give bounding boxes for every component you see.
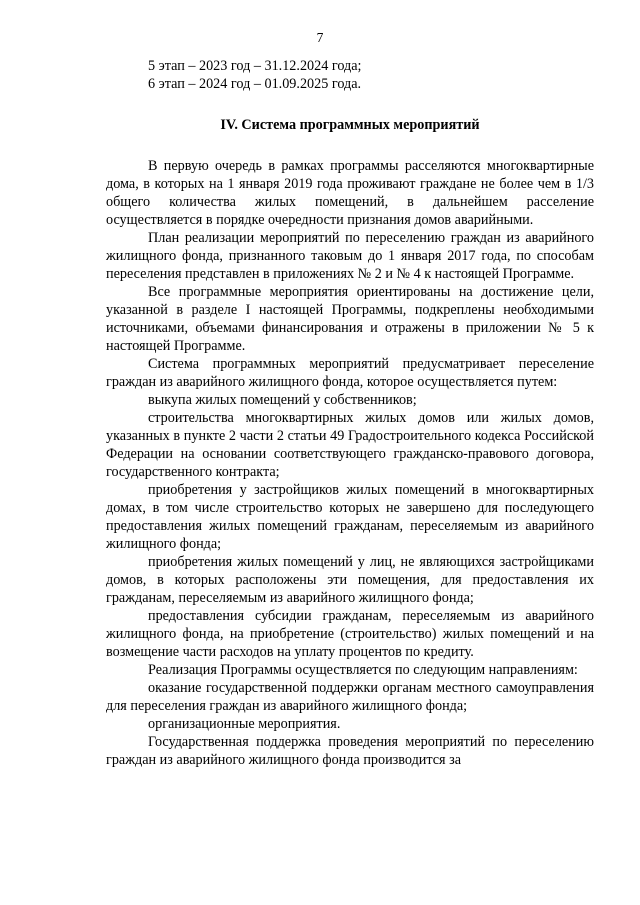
list-item: предоставления субсидии гражданам, переселяемым из аварийного жилищного фонда, на приобретение (строительство) жилых помещений и на возмещение части расходов на уплату процентов по кредиту. — [106, 608, 594, 660]
paragraph: Государственная поддержка проведения мероприятий по переселению граждан из аварийного жилищного фонда производится за — [106, 734, 594, 768]
stage-line: 5 этап – 2023 год – 31.12.2024 года; — [148, 58, 362, 74]
paragraph: Реализация Программы осуществляется по следующим направлениям: — [148, 662, 578, 678]
paragraph: Все программные мероприятия ориентированы на достижение цели, указанной в разделе I настоящей Программы, подкреплены необходимыми источниками, объемами финансирования и отражены в приложении № 5 к настоящей Программе. — [106, 284, 594, 354]
list-item: приобретения у застройщиков жилых помещений в многоквартирных домах, в том числе строительство которых не завершено для последующего предоставления жилых помещений гражданам, переселяемым из аварийного жилищного фонда; — [106, 482, 594, 552]
page-number: 7 — [316, 30, 324, 45]
list-item: организационные мероприятия. — [148, 716, 341, 732]
list-item: строительства многоквартирных жилых домов или жилых домов, указанных в пункте 2 части 2 статьи 49 Градостроительного кодекса Российской Федерации на основании соответствующего гражданско-правового договора, государственного контракта; — [106, 410, 594, 480]
section-heading: IV. Система программных мероприятий — [220, 117, 480, 133]
stage-list — [106, 57, 594, 93]
paragraph: В первую очередь в рамках программы расселяются многоквартирные дома, в которых на 1 января 2019 года проживают граждане не более чем в 1/3 общего количества жилых помещений, в дальнейшем расселение осуществляется в порядке очередности признания домов аварийными. — [106, 158, 594, 228]
paragraph: План реализации мероприятий по переселению граждан из аварийного жилищного фонда, признанного таковым до 1 января 2017 года, по способам переселения представлен в приложениях № 2 и № 4 к настоящей Программе. — [106, 230, 594, 282]
document-body — [106, 57, 594, 769]
method-list — [106, 391, 594, 661]
list-item: приобретения жилых помещений у лиц, не являющихся застройщиками домов, в которых расположены эти помещения, для предоставления их гражданам, переселяемым из аварийного жилищного фонда; — [106, 554, 594, 606]
direction-list — [106, 679, 594, 733]
list-item: оказание государственной поддержки органам местного самоуправления для переселения граждан из аварийного жилищного фонда; — [106, 680, 594, 714]
stage-line: 6 этап – 2024 год – 01.09.2025 года. — [148, 76, 362, 92]
list-item: выкупа жилых помещений у собственников; — [148, 392, 417, 408]
paragraph: Система программных мероприятий предусматривает переселение граждан из аварийного жилищного фонда, которое осуществляется путем: — [106, 356, 594, 390]
